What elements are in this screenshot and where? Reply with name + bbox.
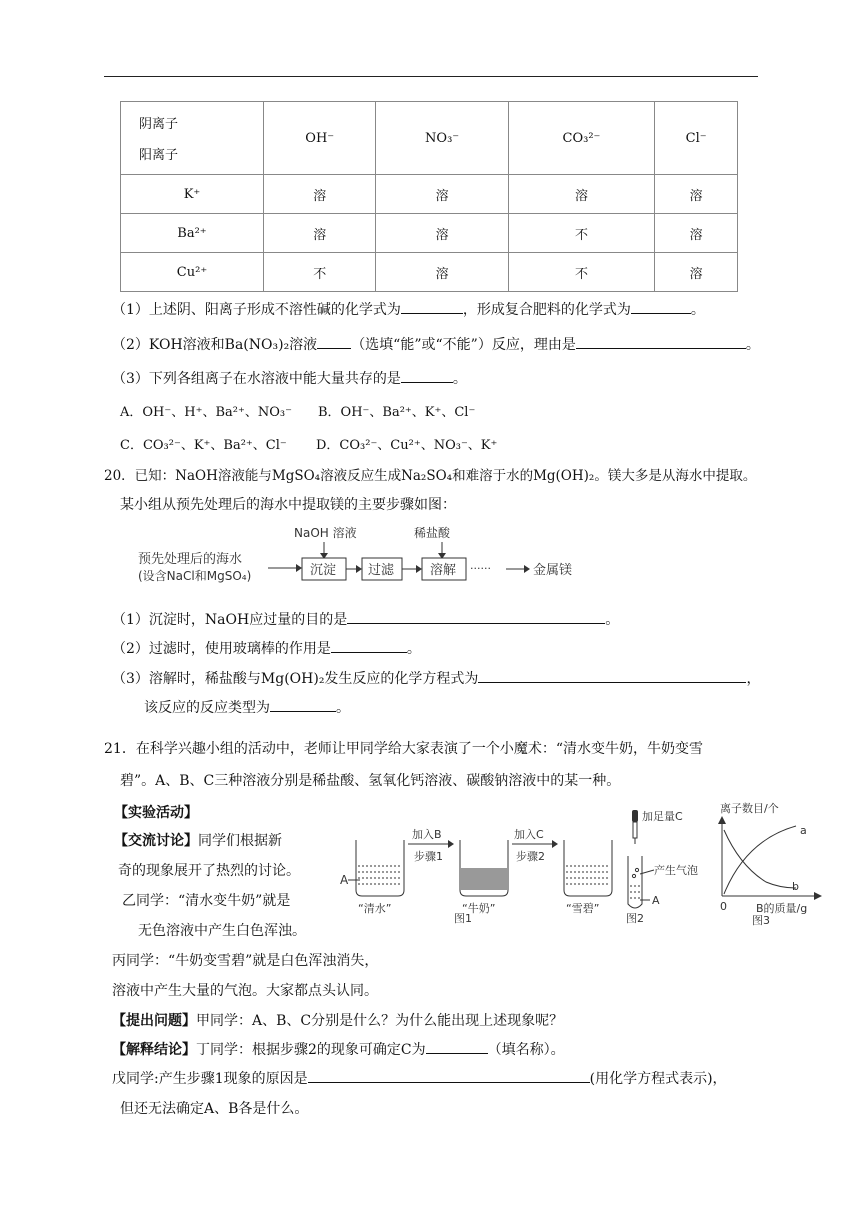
- q19-part2: （2）KOH溶液和Ba(NO₃)₂溶液 （选填“能”或“不能”）反应，理由是 。: [112, 334, 760, 354]
- label-step1: 步骤1: [414, 850, 443, 863]
- fig2-caption: 图2: [626, 912, 644, 925]
- anion-cell: OH⁻: [264, 102, 376, 175]
- anion-cell: NO₃⁻: [376, 102, 508, 175]
- flow-source-line2: (设含NaCl和MgSO₄): [138, 569, 252, 583]
- label-water: “清水”: [358, 902, 392, 915]
- flow-step2: 过滤: [368, 563, 395, 578]
- answer-blank[interactable]: [331, 638, 407, 653]
- table-cell: 溶: [376, 214, 508, 253]
- beaker-sprite: [564, 840, 612, 896]
- label-excess-c: 加足量C: [642, 810, 683, 823]
- label-sprite: “雪碧”: [566, 902, 600, 915]
- option-b: B．OH⁻、Ba²⁺、K⁺、Cl⁻: [318, 405, 476, 420]
- fig1-label-a: A: [340, 873, 349, 887]
- q20-part1: （1）沉淀时，NaOH应过量的目的是 。: [112, 609, 619, 629]
- answer-blank[interactable]: [401, 299, 463, 314]
- anion-header: 阴离子: [139, 117, 179, 132]
- table-cell: 不: [264, 253, 376, 292]
- q19-part1: （1）上述阴、阳离子形成不溶性碱的化学式为 ，形成复合肥料的化学式为 。: [112, 299, 705, 319]
- answer-blank[interactable]: [631, 299, 691, 314]
- table-cell: 溶: [376, 253, 508, 292]
- anion-cell: Cl⁻: [655, 102, 738, 175]
- origin-label: 0: [720, 900, 727, 913]
- q21-stem-line1: 21．在科学兴趣小组的活动中，老师让甲同学给大家表演了一个小魔术：“清水变牛奶，牛奶变雪: [104, 741, 703, 757]
- x-axis-label: B的质量/g: [756, 902, 808, 915]
- flow-reagent1: NaOH 溶液: [294, 526, 357, 540]
- label-add-b: 加入B: [412, 828, 442, 841]
- answer-blank[interactable]: [401, 368, 453, 383]
- q19-part3: （3）下列各组离子在水溶液中能大量共存的是 。: [112, 368, 467, 388]
- table-cell: 溶: [655, 253, 738, 292]
- experiment-figures: [336, 800, 822, 930]
- cation-cell: K⁺: [121, 175, 264, 214]
- cation-cell: Ba²⁺: [121, 214, 264, 253]
- table-cell: 不: [508, 253, 655, 292]
- table-row: [121, 253, 738, 292]
- fig2-label-a: A: [652, 894, 660, 907]
- table-row: [121, 214, 738, 253]
- q21-explain: 【解释结论】丁同学：根据步骤2的现象可确定C为 （填名称）。: [112, 1039, 565, 1059]
- q21-experiment-title: 【实验活动】: [114, 805, 198, 821]
- q20-part3: （3）溶解时，稀盐酸与Mg(OH)₂发生反应的化学方程式为 ，: [112, 668, 760, 688]
- q21-question: 【提出问题】甲同学：A、B、C分别是什么？为什么能出现上述现象呢？: [112, 1013, 564, 1029]
- table-cell: 不: [508, 214, 655, 253]
- q21-discussion-line1: 【交流讨论】同学们根据新: [114, 833, 282, 849]
- table-row: [121, 175, 738, 214]
- option-d: D．CO₃²⁻、Cu²⁺、NO₃⁻、K⁺: [316, 438, 498, 453]
- answer-blank[interactable]: [308, 1068, 590, 1083]
- flow-step3: 溶解: [430, 563, 457, 578]
- dropper-icon: [632, 810, 638, 844]
- flow-product: 金属镁: [533, 563, 573, 578]
- label-step2: 步骤2: [516, 850, 545, 863]
- q20-stem-line2: 某小组从预先处理后的海水中提取镁的主要步骤如图：: [120, 497, 456, 513]
- q19-options-cd: [120, 434, 498, 453]
- q20-part2: （2）过滤时，使用玻璃棒的作用是 。: [112, 638, 421, 658]
- answer-blank[interactable]: [347, 609, 605, 624]
- test-tube-icon: [628, 856, 642, 908]
- flow-step1: 沉淀: [310, 563, 337, 578]
- table-cell: 溶: [655, 214, 738, 253]
- flow-dots: ······: [470, 562, 491, 575]
- anion-cell: CO₃²⁻: [508, 102, 655, 175]
- fig1-caption: 图1: [454, 912, 472, 925]
- table-cell: 溶: [264, 175, 376, 214]
- cation-cell: Cu²⁺: [121, 253, 264, 292]
- flow-reagent2: 稀盐酸: [414, 526, 451, 540]
- answer-blank[interactable]: [478, 668, 746, 683]
- answer-blank[interactable]: [426, 1039, 488, 1054]
- q21-yi-line1: 乙同学：“清水变牛奶”就是: [122, 893, 291, 909]
- answer-blank[interactable]: [317, 334, 351, 349]
- option-c: C．CO₃²⁻、K⁺、Ba²⁺、Cl⁻: [120, 438, 287, 453]
- q21-bing-line1: 丙同学：“牛奶变雪碧”就是白色浑浊消失，: [112, 953, 379, 969]
- table-header-row: [121, 102, 738, 175]
- curve-b-label: b: [792, 880, 799, 893]
- label-milk: “牛奶”: [462, 902, 496, 915]
- curve-a-label: a: [800, 824, 807, 837]
- q21-wu-line2: 但还无法确定A、B各是什么。: [120, 1101, 309, 1117]
- table-cell: 溶: [655, 175, 738, 214]
- answer-blank[interactable]: [576, 334, 746, 349]
- answer-blank[interactable]: [270, 697, 336, 712]
- label-add-c: 加入C: [514, 828, 544, 841]
- table-corner-cell: [121, 102, 264, 175]
- flow-source-line1: 预先处理后的海水: [138, 552, 243, 567]
- cation-header: 阳离子: [139, 148, 179, 163]
- q21-bing-line2: 溶液中产生大量的气泡。大家都点头认同。: [112, 983, 378, 999]
- q21-stem-line2: 碧”。A、B、C三种溶液分别是稀盐酸、氢氧化钙溶液、碳酸钠溶液中的某一种。: [120, 773, 621, 789]
- beaker-milk: [460, 840, 508, 896]
- header-rule: [104, 76, 758, 77]
- curve-a: [724, 826, 796, 894]
- fig3-caption: 图3: [752, 914, 770, 927]
- extraction-flowchart: [130, 520, 590, 596]
- table-cell: 溶: [264, 214, 376, 253]
- table-cell: 溶: [508, 175, 655, 214]
- q20-part3-type: 该反应的反应类型为 。: [144, 697, 350, 717]
- solubility-table: [120, 101, 738, 292]
- table-cell: 溶: [376, 175, 508, 214]
- curve-b: [724, 830, 796, 888]
- y-axis-label: 离子数目/个: [720, 802, 779, 815]
- label-bubbles: 产生气泡: [654, 864, 698, 877]
- beaker-clear-water: [356, 840, 404, 896]
- q20-stem-line1: 20．已知：NaOH溶液能与MgSO₄溶液反应生成Na₂SO₄和难溶于水的Mg(OH)₂。镁大多是从海水中提取。: [104, 468, 757, 484]
- q21-wu-line1: 戊同学:产生步骤1现象的原因是 (用化学方程式表示)，: [112, 1068, 727, 1088]
- q21-yi-line2: 无色溶液中产生白色浑浊。: [138, 923, 306, 939]
- q21-discussion-line2: 奇的现象展开了热烈的讨论。: [118, 863, 300, 879]
- q19-options-ab: [120, 401, 476, 420]
- option-a: A．OH⁻、H⁺、Ba²⁺、NO₃⁻: [120, 405, 292, 420]
